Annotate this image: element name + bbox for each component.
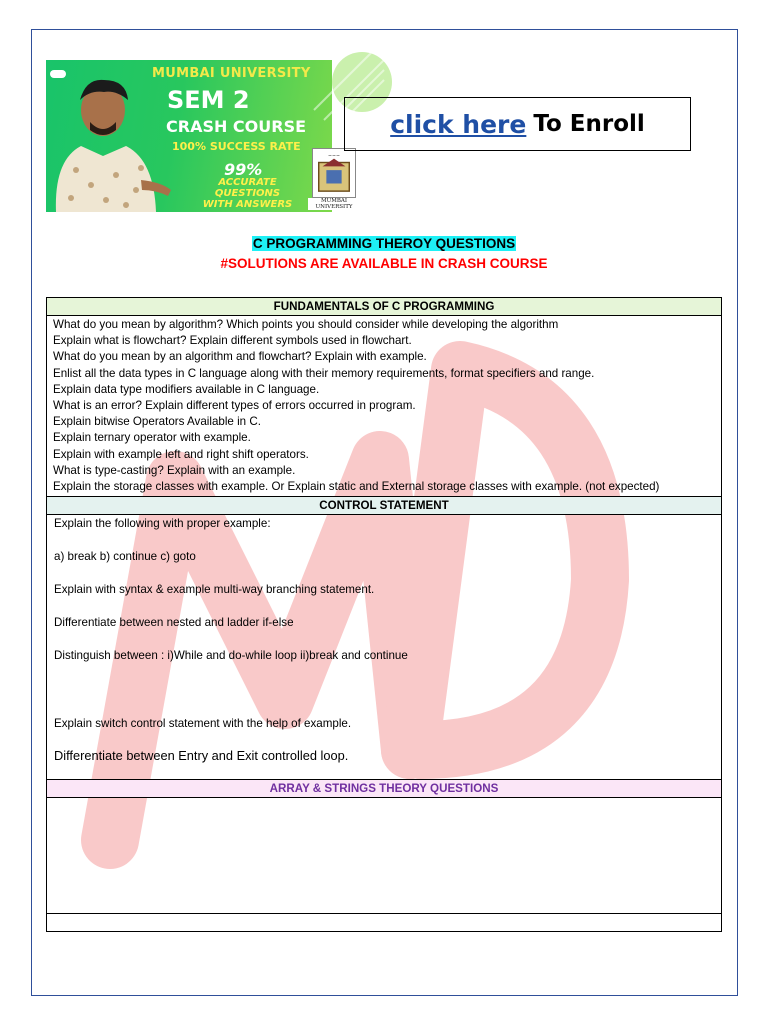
section-body-arrays [47, 798, 722, 914]
university-seal-icon [312, 148, 356, 198]
list-item: Explain with example left and right shift operators. [53, 447, 309, 461]
list-item: Explain bitwise Operators Available in C. [53, 415, 261, 429]
list-item: Explain with syntax & example multi-way branching statement. [54, 583, 375, 597]
banner-course: CRASH COURSE [166, 117, 307, 136]
section-header-fundamentals [47, 298, 722, 316]
enroll-box [344, 97, 691, 151]
section-title-arrays: ARRAY & STRINGS THEORY QUESTIONS [47, 780, 722, 798]
enroll-tail-text: To Enroll [533, 111, 645, 137]
banner-accuracy-line-2: WITH ANSWERS [202, 199, 293, 210]
course-banner[interactable] [46, 60, 353, 212]
fundamentals-list [47, 316, 722, 497]
list-item: Differentiate between Entry and Exit controlled loop. [54, 748, 349, 764]
arrays-empty-cell [47, 798, 722, 914]
list-item: Differentiate between nested and ladder if-else [54, 616, 294, 630]
page-subtitle: #SOLUTIONS ARE AVAILABLE IN CRASH COURSE [220, 256, 548, 271]
section-title-control: CONTROL STATEMENT [47, 497, 722, 515]
section-title-fundamentals: FUNDAMENTALS OF C PROGRAMMING [47, 298, 722, 316]
page-title-text: C PROGRAMMING THEROY QUESTIONS [252, 236, 516, 251]
enroll-link[interactable]: click here [390, 109, 527, 139]
list-item: What do you mean by algorithm? Which points you should consider while developing the algorithm [53, 318, 559, 331]
banner-accuracy-text [185, 177, 310, 210]
list-item: Explain what is flowchart? Explain different symbols used in flowchart. [53, 334, 412, 348]
section-header-arrays [47, 780, 722, 798]
presenter-photo [46, 70, 176, 212]
empty-cell [47, 914, 722, 932]
list-item: Explain the following with proper example: [54, 517, 271, 531]
list-item: Explain ternary operator with example. [53, 431, 251, 445]
control-list [47, 515, 722, 780]
banner-success-rate: 100% SUCCESS RATE [172, 140, 301, 153]
list-item: a) break b) continue c) goto [54, 550, 196, 564]
list-item: Distinguish between : i)While and do-while loop ii)break and continue [54, 649, 408, 663]
section-body-control [47, 515, 722, 780]
banner-accuracy-pct: 99% [224, 160, 263, 179]
banner-university: MUMBAI UNIVERSITY [152, 66, 311, 81]
list-item: What do you mean by an algorithm and flowchart? Explain with example. [53, 350, 427, 364]
seal-caption: MUMBAI UNIVERSITY [308, 198, 360, 210]
banner-sem: SEM 2 [167, 86, 250, 114]
list-item: What is an error? Explain different types of errors occurred in program. [53, 399, 416, 413]
list-item: Enlist all the data types in C language along with their memory requirements, format specifiers and range. [53, 366, 595, 380]
table-last-row [47, 914, 722, 932]
questions-table [46, 297, 722, 932]
section-body-fundamentals [47, 316, 722, 497]
svg-text:~~~: ~~~ [328, 153, 340, 159]
list-item: Explain data type modifiers available in C language. [53, 382, 320, 396]
list-item: Explain the storage classes with example. Or Explain static and External storage classes with example. (not expected) [53, 480, 660, 494]
page-title [0, 235, 768, 253]
banner-accuracy-line-1: ACCURATE QUESTIONS [214, 177, 281, 199]
section-header-control [47, 497, 722, 515]
list-item: Explain switch control statement with the help of example. [54, 717, 352, 731]
list-item: What is type-casting? Explain with an example. [53, 463, 296, 477]
